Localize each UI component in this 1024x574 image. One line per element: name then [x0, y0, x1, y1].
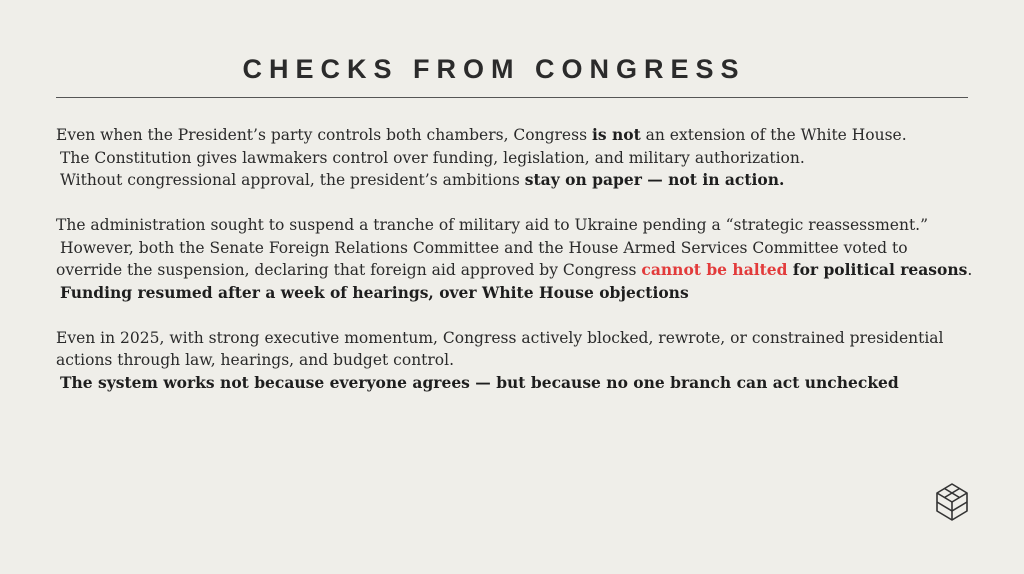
- paragraph-2: [56, 214, 986, 304]
- paragraph-1: [56, 124, 986, 192]
- bold-text: for political reasons: [787, 260, 968, 279]
- paragraph-3: [56, 327, 986, 395]
- paragraph-1-line-2: The Constitution gives lawmakers control over funding, legislation, and military authorization.: [60, 148, 805, 167]
- paragraph-2-line-4: Funding resumed after a week of hearings, over White House objections: [60, 282, 689, 302]
- highlighted-text: cannot be halted: [641, 260, 788, 279]
- paragraph-2-line-1: The administration sought to suspend a tranche of military aid to Ukraine pending a “strategic reassessment.”: [56, 216, 929, 234]
- slide-title: CHECKS FROM CONGRESS: [242, 54, 746, 84]
- paragraph-2-line-3: [56, 259, 986, 282]
- title-divider: [56, 97, 968, 98]
- paragraph-2-line-2: However, both the Senate Foreign Relations Committee and the House Armed Services Committee voted to: [60, 238, 908, 257]
- text-run: Even when the President’s party controls both chambers, Congress: [56, 126, 592, 144]
- geometric-leaf-logo-icon: [935, 482, 969, 522]
- text-run: .: [967, 261, 973, 279]
- bold-text: is not: [591, 125, 641, 144]
- paragraph-3-line-1: Even in 2025, with strong executive momentum, Congress actively blocked, rewrote, or constrained presidential: [56, 328, 944, 347]
- text-run: override the suspension, declaring that foreign aid approved by Congress: [56, 261, 642, 279]
- paragraph-3-line-3: The system works not because everyone agrees — but because no one branch can act unchecked: [60, 372, 899, 392]
- slide-body: [56, 124, 986, 417]
- paragraph-1-line-1: [56, 124, 986, 147]
- text-run: Without congressional approval, the president’s ambitions: [60, 171, 525, 189]
- paragraph-1-line-3: [56, 169, 986, 192]
- text-run: an extension of the White House.: [640, 126, 907, 144]
- bold-text: stay on paper — not in action.: [524, 170, 785, 189]
- paragraph-3-line-2: actions through law, hearings, and budget control.: [56, 351, 455, 369]
